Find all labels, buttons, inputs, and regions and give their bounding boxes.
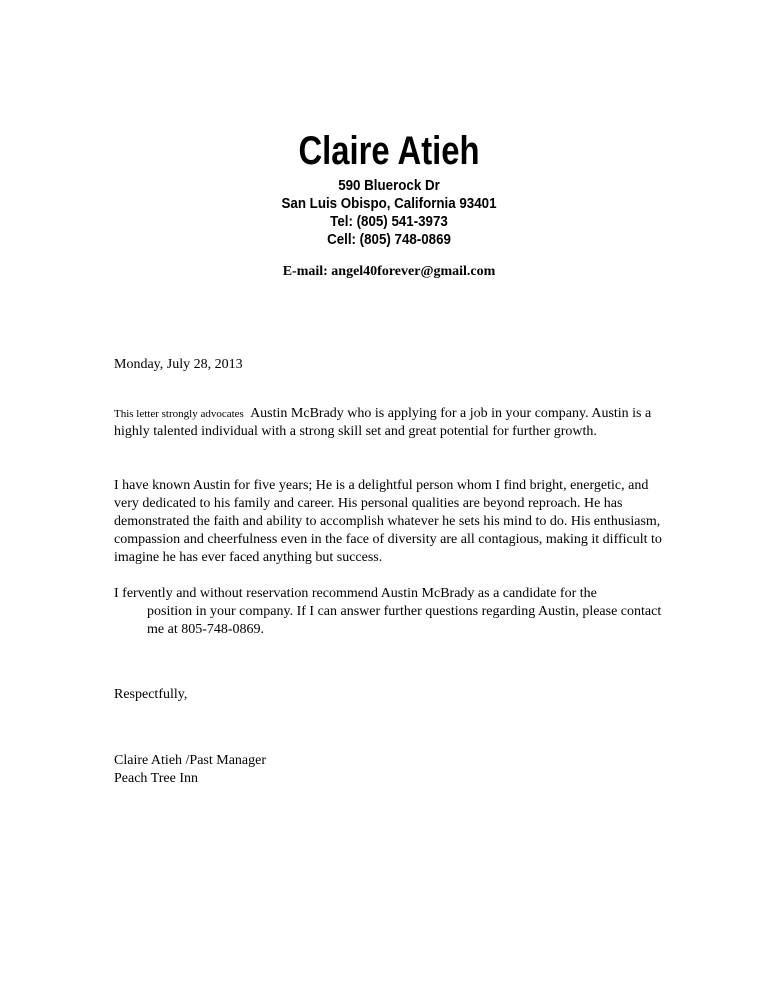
signature-block [114,752,266,788]
paragraph-3 [114,585,674,639]
paragraph-3-rest: position in your company. If I can answer further questions regarding Austin, please contact me at 805-748-0869. [147,604,662,637]
sender-street: 590 Bluerock Dr [338,178,440,194]
letterhead [0,127,768,281]
paragraph-1-rest: Austin McBrady who is applying for a job in your company. Austin is a highly talented individual with a strong skill set and great potential for further growth. [114,406,652,439]
paragraph-3-first: I fervently and without reservation recommend Austin McBrady as a candidate for the [114,586,597,601]
signature-line-2: Peach Tree Inn [114,771,198,786]
sender-cell: Cell: (805) 748-0869 [327,232,451,248]
sender-city: San Luis Obispo, California 93401 [281,196,497,212]
sender-name: Claire Atieh [298,129,480,173]
paragraph-1 [114,405,674,441]
sender-email: E-mail: angel40forever@gmail.com [282,264,496,279]
paragraph-1-intro: This letter strongly advocates [114,408,244,420]
closing: Respectfully, [114,687,188,702]
sender-tel: Tel: (805) 541-3973 [330,214,448,230]
paragraph-2: I have known Austin for five years; He is a delightful person whom I find bright, energetic, and very dedicated to his family and career. His personal qualities are beyond reproach. He has demonstrated the faith and ability to accomplish whatever he sets his mind to do. His enthusiasm, compassion and cheerfulness even in the face of diversity are all contagious, making it difficult to imagine he has ever faced anything but success. [114,478,662,565]
letter-date: Monday, July 28, 2013 [114,357,243,372]
signature-line-1: Claire Atieh /Past Manager [114,753,267,768]
